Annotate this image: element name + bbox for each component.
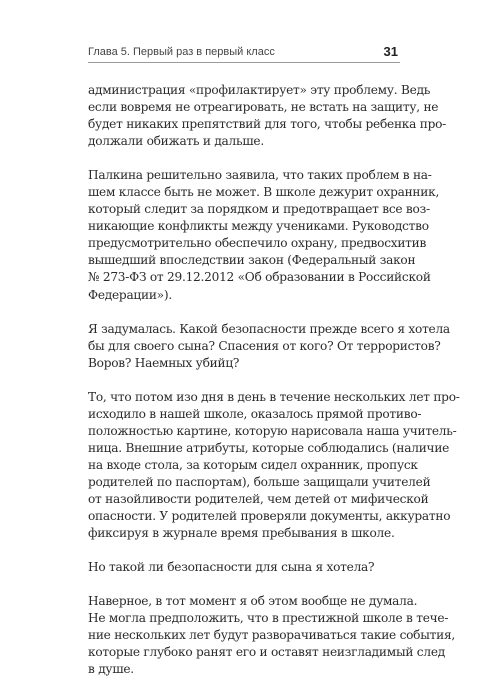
text-line: должали обижать и дальше.	[88, 134, 264, 149]
text-line: предусмотрительно обеспечило охрану, предвосхитив	[88, 236, 427, 251]
header-rule	[88, 62, 400, 63]
text-line: которые глубоко ранят его и оставят неизгладимый след	[88, 645, 445, 660]
page-number: 31	[383, 44, 398, 59]
text-line: фиксируя в журнале время пребывания в школе.	[88, 526, 395, 541]
text-line: в душе.	[88, 662, 134, 677]
paragraph-3	[88, 321, 450, 372]
chapter-title: Глава 5. Первый раз в первый класс	[88, 46, 275, 58]
text-line: ница. Внешние атрибуты, которые соблюдались (наличие	[88, 440, 450, 455]
text-line: Но такой ли безопасности для сына я хотела?	[88, 560, 375, 575]
paragraph-4	[88, 389, 460, 542]
text-line: Наверное, в тот момент я об этом вообще не думала.	[88, 594, 418, 609]
body-text	[88, 82, 460, 695]
text-line: бы для своего сына? Спасения от кого? От террористов?	[88, 338, 441, 353]
text-line: который следит за порядком и предотвращает все воз-	[88, 202, 430, 217]
text-line: шем классе быть не может. В школе дежурит охранник,	[88, 185, 440, 200]
text-line: опасности. У родителей проверяли документы, аккуратно	[88, 509, 451, 524]
text-line: вышедший впоследствии закон (Федеральный закон	[88, 253, 416, 268]
text-line: Не могла предположить, что в престижной школе в тече-	[88, 611, 449, 626]
text-line: никающие конфликты между учениками. Руководство	[88, 219, 429, 234]
text-line: от назойливости родителей, чем детей от мифической	[88, 491, 429, 506]
text-line: Палкина решительно заявила, что таких проблем в на-	[88, 168, 432, 183]
text-line: администрация «профилактирует» эту проблему. Ведь	[88, 83, 431, 97]
text-line: Я задумалась. Какой безопасности прежде всего я хотела	[88, 321, 450, 336]
paragraph-2	[88, 167, 440, 303]
text-line: ние нескольких лет будут разворачиваться такие события,	[88, 628, 455, 643]
text-line: положностью картине, которую нарисовала наша учитель-	[88, 423, 457, 438]
running-header	[88, 44, 400, 62]
text-line: исходило в нашей школе, оказалось прямой противо-	[88, 406, 422, 421]
text-line: будет никаких препятствий для того, чтобы ребенка про-	[88, 117, 446, 132]
paragraph-6	[88, 593, 455, 678]
paragraph-1	[88, 82, 446, 150]
text-line: Федерации»).	[88, 287, 172, 302]
text-line: если вовремя не отреагировать, не встать на защиту, не	[88, 100, 439, 115]
text-line: Воров? Наемных убийц?	[88, 355, 240, 370]
text-line: родителей по паспортам), больше защищали учителей	[88, 474, 431, 489]
text-line: на входе стола, за которым сидел охранник, пропуск	[88, 457, 418, 472]
paragraph-5	[88, 559, 401, 576]
text-line: № 273-ФЗ от 29.12.2012 «Об образовании в Российской	[88, 270, 431, 285]
text-line: То, что потом изо дня в день в течение нескольких лет про-	[88, 389, 460, 404]
